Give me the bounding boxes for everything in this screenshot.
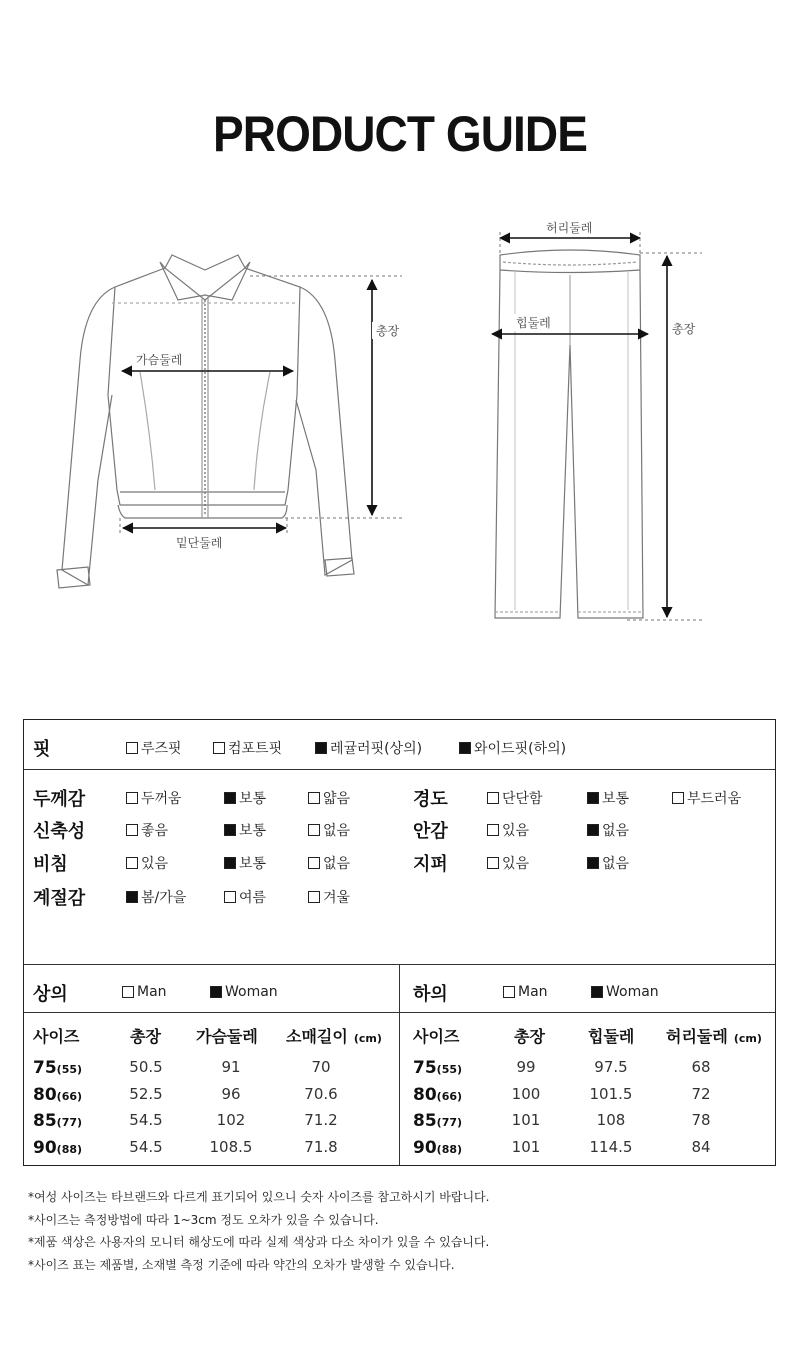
value-cell: 114.5 [589,1137,633,1156]
pants-length-label: 총장 [668,320,699,337]
option-label: 와이드핏(하의) [474,741,567,757]
pants-illustration [495,250,643,618]
fit-option [213,738,282,758]
checkbox-unchecked [503,986,515,998]
property-label: 경도 [413,789,448,810]
size-cell [413,1111,462,1131]
property-label: 신축성 [33,821,86,842]
option-label: 루즈핏 [141,741,182,757]
size-number: 80 [413,1084,437,1105]
value-cell: 102 [216,1111,246,1129]
property-option [587,853,629,873]
checkbox-unchecked [487,857,499,869]
size-number: 90 [413,1137,437,1158]
column-header: 총장 [514,1027,545,1046]
column-header: 소매길이 (cm) [286,1027,382,1046]
size-number: 85 [33,1111,57,1131]
value-cell: 52.5 [129,1084,163,1103]
value-cell: 101 [511,1137,541,1156]
size-number: 75 [33,1058,57,1078]
unit-label: (cm) [353,1032,382,1045]
property-option [308,887,350,907]
option-label: 없음 [323,823,351,839]
hem-label: 밑단둘레 [172,534,226,551]
column-header: 총장 [130,1027,161,1046]
option-label: Woman [225,984,278,1000]
property-label: 계절감 [33,888,86,909]
size-korean: (88) [436,1142,463,1156]
property-option [224,887,266,907]
option-label: 봄/가을 [141,890,187,906]
value-cell: 71.2 [304,1111,338,1129]
option-label: 있음 [141,856,169,872]
property-option [487,820,529,840]
value-cell: 97.5 [594,1058,628,1076]
column-header: 가슴둘레 [196,1027,258,1046]
option-label: 좋음 [141,823,169,839]
size-cell [33,1058,82,1078]
size-cell [33,1085,82,1105]
option-label: Man [137,984,167,1000]
value-cell: 91 [221,1058,241,1076]
size-cell [413,1138,462,1158]
value-cell: 100 [511,1084,541,1103]
option-label: 보통 [239,791,267,807]
checkbox-checked [126,891,138,903]
value-cell: 68 [691,1058,711,1076]
value-cell: 108.5 [209,1137,253,1156]
checkbox-unchecked [308,857,320,869]
property-option [308,788,350,808]
note-line: *사이즈 표는 제품별, 소재별 측정 기준에 따라 약간의 오차가 발생할 수 있습니다. [28,1257,455,1272]
checkbox-checked [587,857,599,869]
size-number: 80 [33,1084,57,1105]
property-option [126,820,168,840]
size-korean: (77) [56,1116,83,1129]
property-label: 비침 [33,854,68,875]
note-line: *여성 사이즈는 타브랜드와 다르게 표기되어 있으니 숫자 사이즈를 참고하시기 바랍니다. [28,1190,490,1204]
fit-option [126,738,182,758]
option-label: 있음 [502,823,530,839]
checkbox-unchecked [224,891,236,903]
size-korean: (66) [56,1089,83,1103]
property-label: 지퍼 [413,854,448,875]
checkbox-checked [224,857,236,869]
jacket-length-label: 총장 [372,322,403,339]
value-cell: 70 [311,1058,331,1076]
value-cell: 78 [691,1111,711,1129]
size-number: 85 [413,1111,437,1131]
checkbox-checked [224,792,236,804]
option-label: 없음 [602,856,630,872]
checkbox-checked [224,824,236,836]
checkbox-unchecked [487,792,499,804]
option-label: Man [518,984,548,1000]
option-label: 단단함 [502,791,543,807]
value-cell: 54.5 [129,1137,163,1156]
checkbox-unchecked [122,986,134,998]
product-spec-table [23,719,776,1166]
bottom-gender-option [591,984,659,1000]
option-label: 얇음 [323,791,351,807]
size-notes [28,1186,489,1276]
column-header: 사이즈 [413,1027,460,1046]
property-option [224,853,266,873]
checkbox-unchecked [126,824,138,836]
checkbox-unchecked [308,824,320,836]
column-header: 힙둘레 [588,1027,635,1046]
size-number: 75 [413,1058,437,1078]
column-header: 허리둘레 (cm) [666,1027,762,1046]
value-cell: 101 [511,1111,541,1129]
garment-diagram [0,200,800,640]
property-option [672,788,741,808]
size-cell [33,1138,82,1158]
value-cell: 72 [691,1084,711,1103]
size-korean: (77) [436,1116,463,1129]
size-cell [33,1111,82,1131]
checkbox-unchecked [213,742,225,754]
property-option [487,788,543,808]
option-label: 부드러움 [687,791,742,807]
top-gender-option [122,984,167,1000]
option-label: Woman [606,984,659,1000]
checkbox-checked [587,792,599,804]
fit-label: 핏 [33,739,51,760]
note-line: *사이즈는 측정방법에 따라 1~3cm 정도 오차가 있을 수 있습니다. [28,1212,379,1227]
option-label: 겨울 [323,890,351,906]
property-option [487,853,529,873]
checkbox-unchecked [487,824,499,836]
size-cell [413,1058,462,1078]
checkbox-unchecked [672,792,684,804]
option-label: 보통 [602,791,630,807]
size-cell [413,1085,462,1105]
value-cell: 101.5 [589,1084,633,1103]
checkbox-unchecked [126,792,138,804]
value-cell: 96 [221,1084,241,1103]
property-option [126,887,186,907]
option-label: 컴포트핏 [228,741,283,757]
fit-option [459,738,566,758]
bottom-label: 하의 [413,984,448,1005]
option-label: 보통 [239,856,267,872]
top-label: 상의 [33,984,68,1005]
size-number: 90 [33,1137,57,1158]
property-option [126,788,182,808]
value-cell: 54.5 [129,1111,163,1129]
checkbox-checked [587,824,599,836]
property-label: 두께감 [33,789,86,810]
checkbox-unchecked [308,891,320,903]
checkbox-checked [315,742,327,754]
size-korean: (55) [56,1063,83,1076]
checkbox-checked [459,742,471,754]
note-line: *제품 색상은 사용자의 모니터 해상도에 따라 실제 색상과 다소 차이가 있을 수 있습니다. [28,1235,490,1249]
option-label: 두꺼움 [141,791,182,807]
checkbox-unchecked [308,792,320,804]
option-label: 없음 [323,856,351,872]
hip-label: 힙둘레 [512,314,555,331]
value-cell: 84 [691,1137,711,1156]
fit-option [315,738,422,758]
option-label: 레귤러핏(상의) [330,741,423,757]
checkbox-unchecked [126,742,138,754]
property-option [224,820,266,840]
size-korean: (55) [436,1063,463,1076]
top-gender-option [210,984,278,1000]
unit-label: (cm) [733,1032,762,1045]
property-option [308,853,350,873]
size-korean: (66) [436,1089,463,1103]
value-cell: 70.6 [304,1084,338,1103]
property-label: 안감 [413,821,448,842]
value-cell: 108 [596,1111,626,1129]
property-option [587,788,629,808]
checkbox-checked [210,986,222,998]
checkbox-checked [591,986,603,998]
value-cell: 71.8 [304,1137,338,1156]
value-cell: 99 [516,1058,536,1076]
page-title: PRODUCT GUIDE [213,106,587,162]
value-cell: 50.5 [129,1058,163,1076]
property-option [224,788,266,808]
option-label: 보통 [239,823,267,839]
waist-label: 허리둘레 [542,219,596,236]
bottom-gender-option [503,984,548,1000]
checkbox-unchecked [126,857,138,869]
option-label: 여름 [239,890,267,906]
property-option [308,820,350,840]
chest-label: 가슴둘레 [132,351,186,368]
option-label: 있음 [502,856,530,872]
column-divider [399,965,400,1165]
size-korean: (88) [56,1142,83,1156]
option-label: 없음 [602,823,630,839]
property-option [126,853,168,873]
property-option [587,820,629,840]
column-header: 사이즈 [33,1027,80,1046]
